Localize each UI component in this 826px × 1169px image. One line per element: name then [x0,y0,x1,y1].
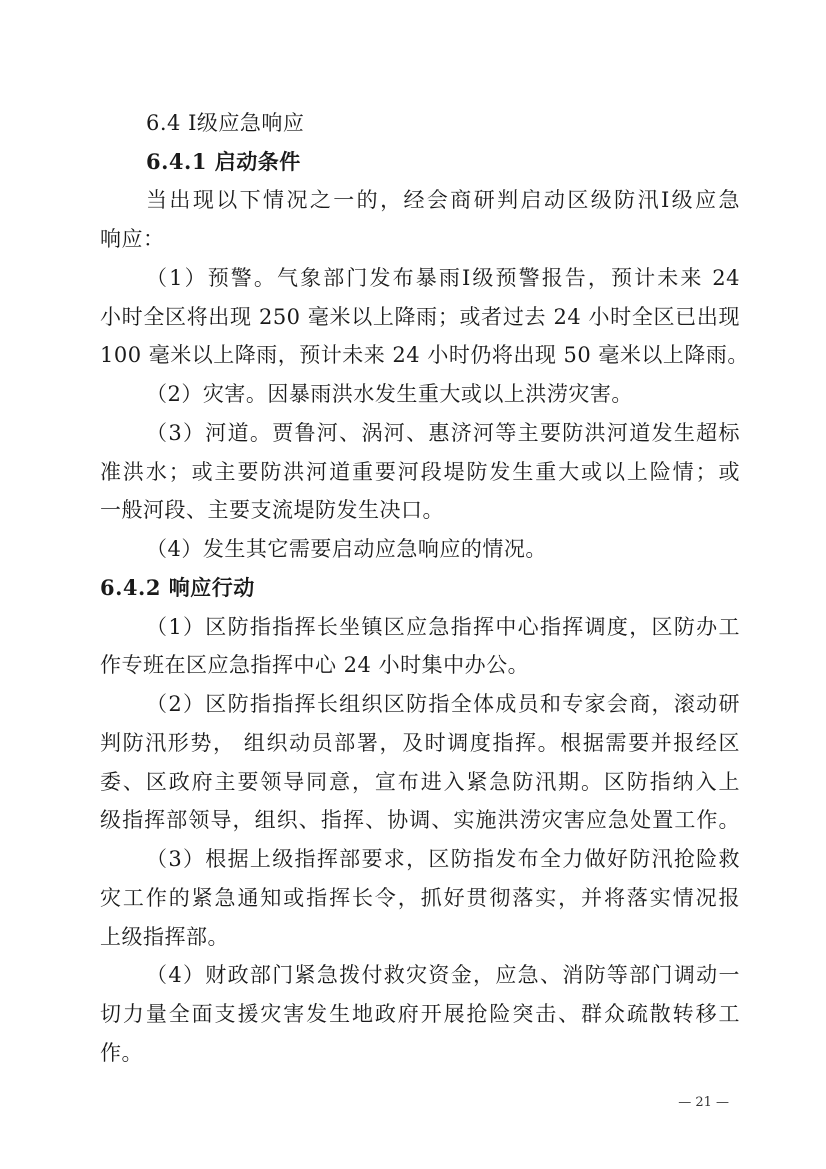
paragraph-line: 100 毫米以上降雨，预计未来 24 小时仍将出现 50 毫米以上降雨。 [100,343,749,367]
paragraph-line: 一般河段、主要支流堤防发生决口。 [100,498,444,522]
paragraph-line: 级指挥部领导，组织、指挥、协调、实施洪涝灾害应急处置工作。 [100,808,740,832]
list-item-action-2: （2）区防指指挥长组织区防指全体成员和专家会商，滚动研 [146,692,740,716]
paragraph-line: 判防汛形势， 组织动员部署，及时调度指挥。根据需要并报经区 [100,731,740,755]
paragraph-line: 当出现以下情况之一的，经会商研判启动区级防汛Ⅰ级应急 [146,188,740,212]
subsection-heading-6-4-2: 6.4.2 响应行动 [100,575,255,600]
page-number: — 21 — [678,1095,729,1110]
list-item-disaster: （2）灾害。因暴雨洪水发生重大或以上洪涝灾害。 [146,382,633,406]
list-item-other: （4）发生其它需要启动应急响应的情况。 [146,537,547,561]
paragraph-line: 准洪水；或主要防洪河道重要河段堤防发生重大或以上险情；或 [100,460,740,484]
paragraph-line: 上级指挥部。 [100,925,229,949]
paragraph-line: 切力量全面支援灾害发生地政府开展抢险突击、群众疏散转移工 [100,1002,740,1026]
list-item-warning: （1）预警。气象部门发布暴雨Ⅰ级预警报告，预计未来 24 [146,266,740,290]
paragraph-line: 作专班在区应急指挥中心 24 小时集中办公。 [100,653,530,677]
paragraph-line: 响应： [100,227,165,251]
list-item-action-1: （1）区防指指挥长坐镇区应急指挥中心指挥调度，区防办工 [146,615,740,639]
list-item-river: （3）河道。贾鲁河、涡河、惠济河等主要防洪河道发生超标 [146,421,740,445]
list-item-action-4: （4）财政部门紧急拨付救灾资金，应急、消防等部门调动一 [146,963,740,987]
subsection-heading-6-4-1: 6.4.1 启动条件 [146,149,301,174]
paragraph-line: 作。 [100,1041,143,1065]
paragraph-line: 委、区政府主要领导同意，宣布进入紧急防汛期。区防指纳入上 [100,770,740,794]
section-heading-6-4: 6.4 Ⅰ级应急响应 [146,111,305,135]
paragraph-line: 小时全区将出现 250 毫米以上降雨；或者过去 24 小时全区已出现 [100,305,740,329]
list-item-action-3: （3）根据上级指挥部要求，区防指发布全力做好防汛抢险救 [146,847,740,871]
paragraph-line: 灾工作的紧急通知或指挥长令，抓好贯彻落实，并将落实情况报 [100,886,740,910]
